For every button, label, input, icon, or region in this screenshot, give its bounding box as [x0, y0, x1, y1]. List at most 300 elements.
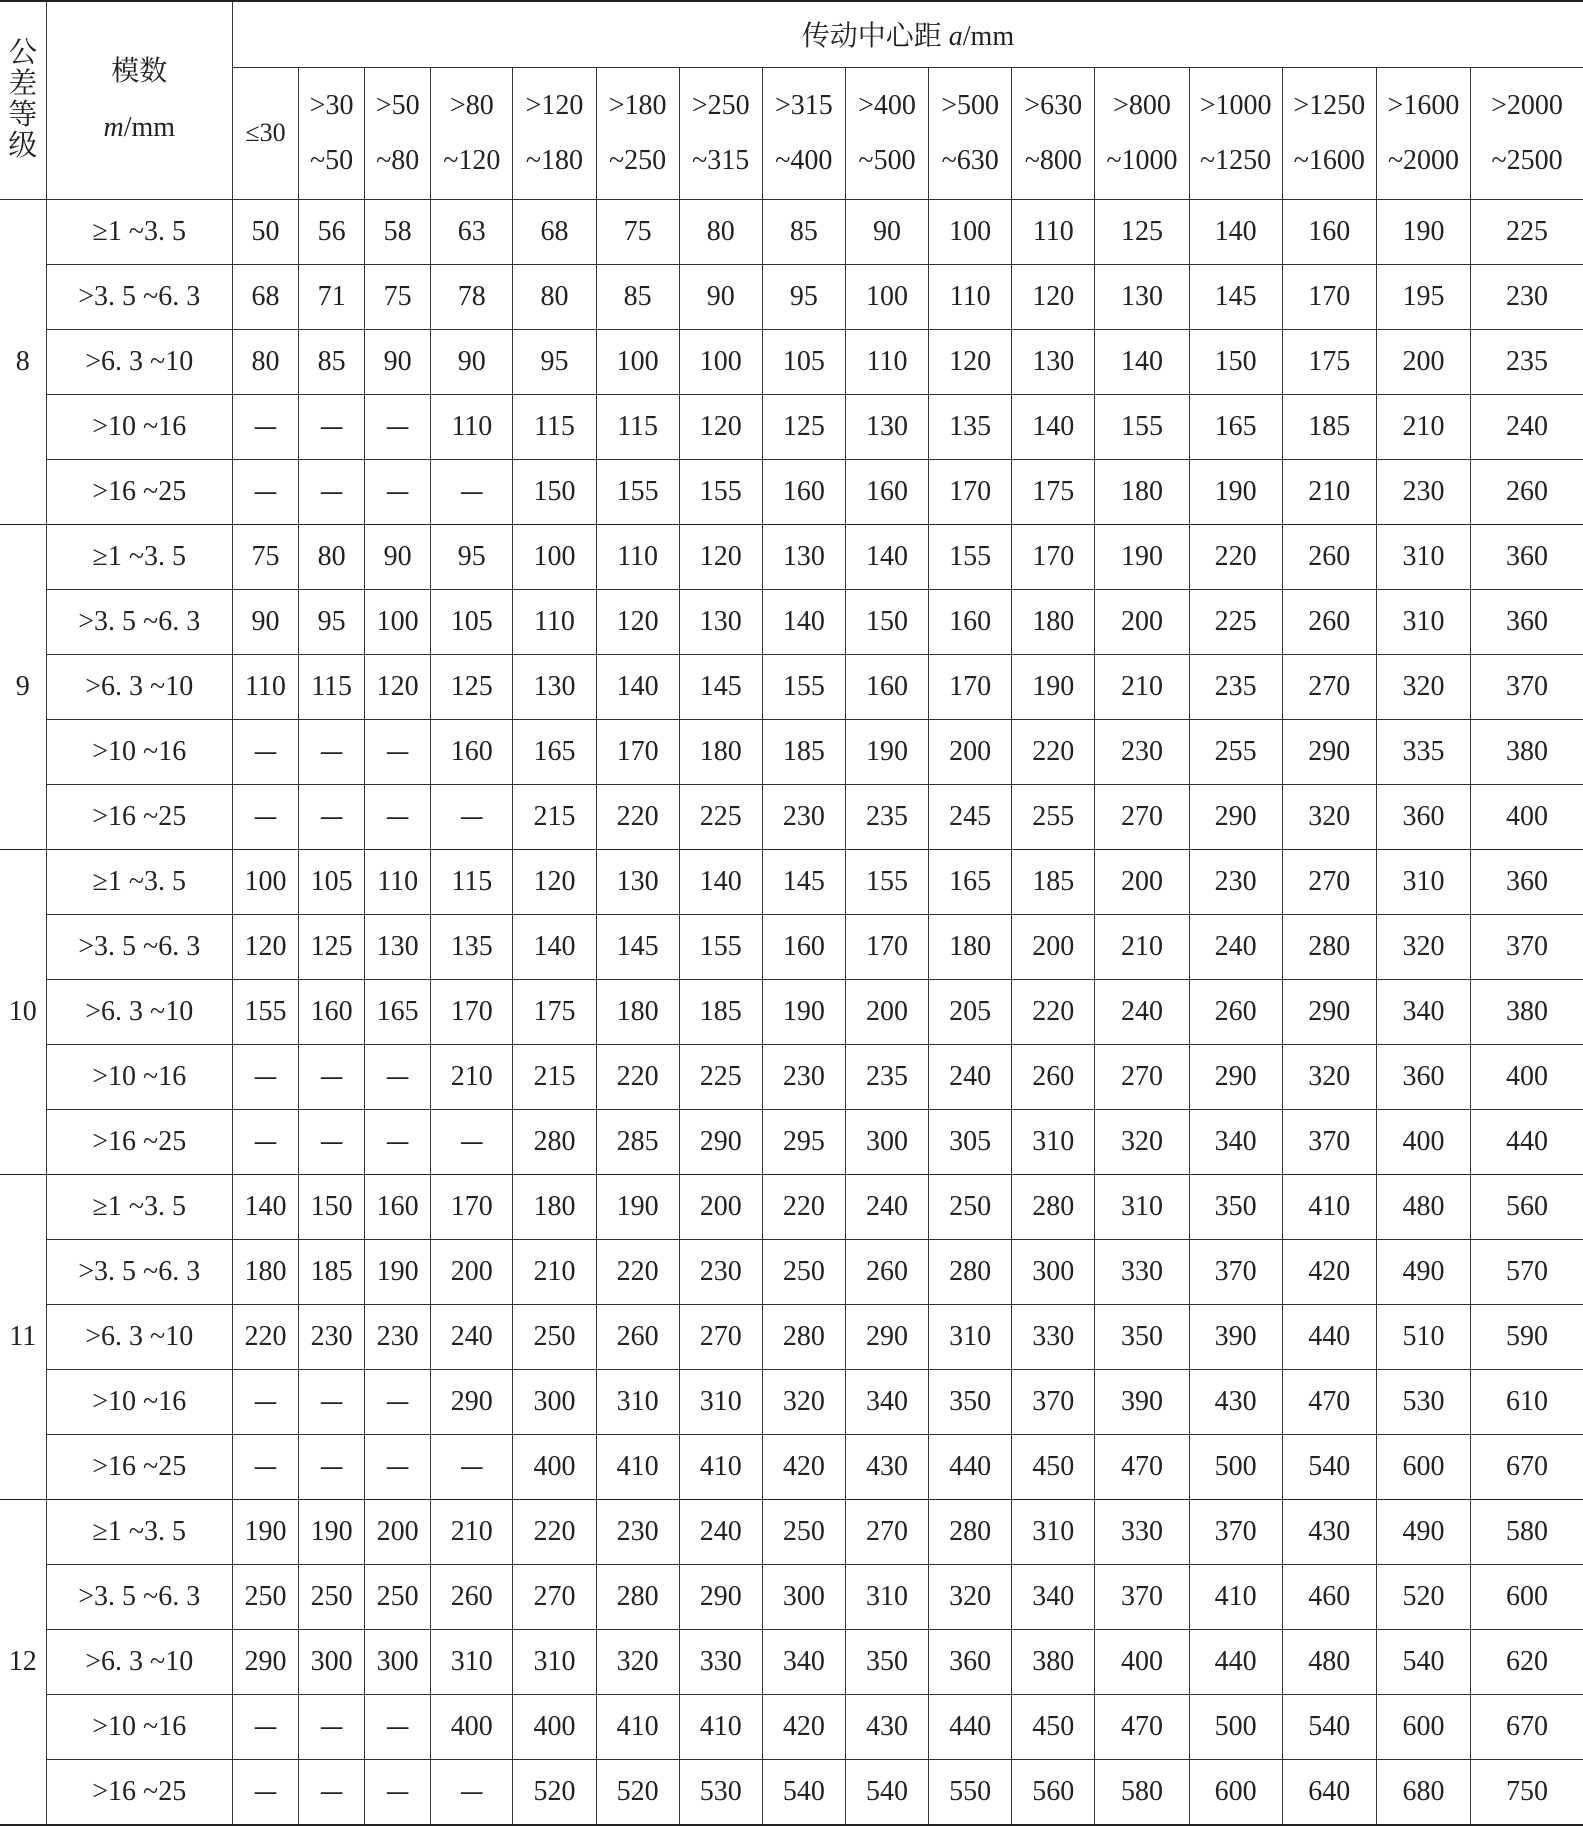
- value-cell: 140: [845, 524, 928, 589]
- module-cell: ≥1 ~3. 5: [46, 524, 232, 589]
- value-cell: 145: [762, 849, 845, 914]
- value-cell: 130: [679, 589, 762, 654]
- value-cell: 220: [513, 1499, 596, 1564]
- value-cell: 145: [1189, 264, 1282, 329]
- value-cell: 185: [1012, 849, 1095, 914]
- value-cell: 235: [845, 784, 928, 849]
- table-row: [0, 1564, 1583, 1629]
- value-cell: 430: [1189, 1369, 1282, 1434]
- value-cell: 670: [1471, 1434, 1583, 1499]
- value-cell: 115: [513, 394, 596, 459]
- module-header: [46, 1, 232, 199]
- value-cell: 155: [232, 979, 298, 1044]
- value-cell: 260: [1189, 979, 1282, 1044]
- table-row: [0, 1304, 1583, 1369]
- value-cell: 310: [1012, 1109, 1095, 1174]
- value-cell: 290: [1282, 719, 1376, 784]
- range-header: [1471, 67, 1583, 199]
- value-cell: 410: [679, 1694, 762, 1759]
- table-row: [0, 459, 1583, 524]
- value-cell: 190: [299, 1499, 365, 1564]
- value-cell: 360: [1471, 524, 1583, 589]
- value-cell: —: [232, 459, 298, 524]
- value-cell: 400: [513, 1434, 596, 1499]
- range-lower: >800: [1113, 90, 1171, 121]
- value-cell: 160: [431, 719, 513, 784]
- value-cell: 220: [1189, 524, 1282, 589]
- value-cell: 500: [1189, 1694, 1282, 1759]
- module-cell: >6. 3 ~10: [46, 979, 232, 1044]
- value-cell: 310: [431, 1629, 513, 1694]
- table-row: [0, 979, 1583, 1044]
- grade-cell: 9: [0, 524, 46, 849]
- value-cell: 220: [1012, 719, 1095, 784]
- value-cell: 490: [1376, 1499, 1470, 1564]
- value-cell: 230: [762, 1044, 845, 1109]
- table-row: [0, 1369, 1583, 1434]
- range-header: [365, 67, 431, 199]
- value-cell: 750: [1471, 1759, 1583, 1825]
- module-cell: >3. 5 ~6. 3: [46, 1239, 232, 1304]
- value-cell: 300: [845, 1109, 928, 1174]
- table-row: [0, 394, 1583, 459]
- value-cell: 90: [365, 524, 431, 589]
- value-cell: 350: [845, 1629, 928, 1694]
- range-lower: >180: [608, 90, 667, 121]
- value-cell: 75: [596, 199, 679, 264]
- value-cell: 400: [1376, 1109, 1470, 1174]
- value-cell: 235: [1189, 654, 1282, 719]
- value-cell: 290: [1189, 784, 1282, 849]
- value-cell: 190: [1012, 654, 1095, 719]
- value-cell: 160: [845, 654, 928, 719]
- value-cell: 115: [596, 394, 679, 459]
- value-cell: 400: [1471, 1044, 1583, 1109]
- value-cell: —: [365, 1109, 431, 1174]
- value-cell: 190: [365, 1239, 431, 1304]
- value-cell: 390: [1189, 1304, 1282, 1369]
- value-cell: 550: [929, 1759, 1012, 1825]
- value-cell: 370: [1012, 1369, 1095, 1434]
- value-cell: 120: [596, 589, 679, 654]
- range-header: [929, 67, 1012, 199]
- value-cell: —: [299, 1044, 365, 1109]
- value-cell: 600: [1376, 1694, 1470, 1759]
- value-cell: 580: [1471, 1499, 1583, 1564]
- value-cell: 110: [513, 589, 596, 654]
- grade-cell: 12: [0, 1499, 46, 1825]
- value-cell: 115: [431, 849, 513, 914]
- value-cell: 63: [431, 199, 513, 264]
- value-cell: 140: [596, 654, 679, 719]
- value-cell: 85: [596, 264, 679, 329]
- value-cell: 340: [1376, 979, 1470, 1044]
- value-cell: 340: [762, 1629, 845, 1694]
- value-cell: 155: [1095, 394, 1189, 459]
- grade-header-char: 级: [8, 130, 38, 163]
- value-cell: 290: [845, 1304, 928, 1369]
- range-header: [845, 67, 928, 199]
- value-cell: 600: [1376, 1434, 1470, 1499]
- center-title: 传动中心距: [801, 21, 942, 53]
- value-cell: 170: [431, 1174, 513, 1239]
- value-cell: 250: [929, 1174, 1012, 1239]
- module-cell: >16 ~25: [46, 784, 232, 849]
- value-cell: 120: [929, 329, 1012, 394]
- value-cell: 270: [1282, 849, 1376, 914]
- value-cell: 280: [513, 1109, 596, 1174]
- value-cell: 160: [299, 979, 365, 1044]
- value-cell: 310: [679, 1369, 762, 1434]
- value-cell: 430: [1282, 1499, 1376, 1564]
- value-cell: —: [299, 1434, 365, 1499]
- value-cell: 120: [365, 654, 431, 719]
- module-cell: >6. 3 ~10: [46, 654, 232, 719]
- value-cell: 320: [762, 1369, 845, 1434]
- range-upper: ~180: [525, 145, 584, 176]
- value-cell: 100: [365, 589, 431, 654]
- value-cell: 280: [1012, 1174, 1095, 1239]
- value-cell: 250: [232, 1564, 298, 1629]
- value-cell: 160: [762, 914, 845, 979]
- value-cell: —: [365, 1044, 431, 1109]
- value-cell: 250: [762, 1239, 845, 1304]
- module-cell: >16 ~25: [46, 459, 232, 524]
- value-cell: 560: [1471, 1174, 1583, 1239]
- value-cell: 370: [1189, 1499, 1282, 1564]
- value-cell: 240: [929, 1044, 1012, 1109]
- value-cell: 320: [1376, 654, 1470, 719]
- module-cell: >10 ~16: [46, 394, 232, 459]
- value-cell: —: [232, 1694, 298, 1759]
- value-cell: 520: [1376, 1564, 1470, 1629]
- value-cell: 610: [1471, 1369, 1583, 1434]
- value-cell: 255: [1189, 719, 1282, 784]
- value-cell: 205: [929, 979, 1012, 1044]
- range-upper: ~80: [376, 145, 420, 176]
- value-cell: 80: [513, 264, 596, 329]
- value-cell: 370: [1189, 1239, 1282, 1304]
- value-cell: 150: [299, 1174, 365, 1239]
- value-cell: 155: [679, 914, 762, 979]
- value-cell: 330: [1012, 1304, 1095, 1369]
- value-cell: 260: [596, 1304, 679, 1369]
- grade-cell: 8: [0, 199, 46, 524]
- value-cell: 540: [1282, 1434, 1376, 1499]
- value-cell: 210: [1282, 459, 1376, 524]
- range-upper: ~1000: [1106, 145, 1178, 176]
- value-cell: 180: [929, 914, 1012, 979]
- value-cell: 470: [1095, 1434, 1189, 1499]
- range-upper: ~50: [309, 145, 354, 176]
- value-cell: 520: [513, 1759, 596, 1825]
- module-unit-text: /mm: [123, 112, 176, 144]
- value-cell: 270: [1095, 1044, 1189, 1109]
- value-cell: 200: [845, 979, 928, 1044]
- value-cell: 280: [929, 1499, 1012, 1564]
- value-cell: 220: [596, 784, 679, 849]
- value-cell: 400: [1471, 784, 1583, 849]
- value-cell: 290: [1189, 1044, 1282, 1109]
- value-cell: 90: [845, 199, 928, 264]
- value-cell: 440: [1189, 1629, 1282, 1694]
- value-cell: 540: [1376, 1629, 1470, 1694]
- value-cell: 130: [1095, 264, 1189, 329]
- value-cell: 530: [679, 1759, 762, 1825]
- value-cell: 160: [762, 459, 845, 524]
- value-cell: 240: [845, 1174, 928, 1239]
- center-unit-text: /mm: [962, 21, 1015, 53]
- value-cell: 185: [762, 719, 845, 784]
- value-cell: 90: [431, 329, 513, 394]
- table-row: [0, 524, 1583, 589]
- value-cell: 90: [232, 589, 298, 654]
- value-cell: 350: [1095, 1304, 1189, 1369]
- value-cell: 100: [513, 524, 596, 589]
- value-cell: 125: [762, 394, 845, 459]
- table-row: [0, 1044, 1583, 1109]
- module-cell: >16 ~25: [46, 1434, 232, 1499]
- value-cell: 310: [596, 1369, 679, 1434]
- value-cell: 460: [1282, 1564, 1376, 1629]
- range-lower: >1600: [1387, 90, 1460, 121]
- value-cell: 110: [1012, 199, 1095, 264]
- value-cell: 130: [762, 524, 845, 589]
- range-upper: ~400: [775, 145, 833, 176]
- value-cell: 440: [1282, 1304, 1376, 1369]
- range-upper: ~1250: [1200, 145, 1272, 176]
- value-cell: 140: [1095, 329, 1189, 394]
- value-cell: 80: [232, 329, 298, 394]
- value-cell: —: [232, 1109, 298, 1174]
- value-cell: 310: [845, 1564, 928, 1629]
- value-cell: 115: [299, 654, 365, 719]
- value-cell: 75: [232, 524, 298, 589]
- module-cell: ≥1 ~3. 5: [46, 1174, 232, 1239]
- table-row: [0, 1174, 1583, 1239]
- range-lower: >2000: [1491, 90, 1563, 121]
- value-cell: 215: [513, 784, 596, 849]
- value-cell: 190: [596, 1174, 679, 1239]
- value-cell: —: [232, 394, 298, 459]
- module-cell: >3. 5 ~6. 3: [46, 589, 232, 654]
- value-cell: 140: [762, 589, 845, 654]
- value-cell: 155: [845, 849, 928, 914]
- range-header: [1189, 67, 1282, 199]
- value-cell: 260: [1282, 524, 1376, 589]
- range-header: [1376, 67, 1470, 199]
- value-cell: 110: [365, 849, 431, 914]
- value-cell: 110: [431, 394, 513, 459]
- value-cell: 310: [1012, 1499, 1095, 1564]
- value-cell: 95: [299, 589, 365, 654]
- value-cell: —: [299, 459, 365, 524]
- value-cell: 300: [365, 1629, 431, 1694]
- value-cell: 370: [1282, 1109, 1376, 1174]
- value-cell: 600: [1189, 1759, 1282, 1825]
- value-cell: 240: [1095, 979, 1189, 1044]
- value-cell: 155: [596, 459, 679, 524]
- value-cell: 310: [1095, 1174, 1189, 1239]
- value-cell: 100: [232, 849, 298, 914]
- module-cell: >3. 5 ~6. 3: [46, 264, 232, 329]
- value-cell: 310: [929, 1304, 1012, 1369]
- value-cell: 290: [232, 1629, 298, 1694]
- value-cell: 150: [845, 589, 928, 654]
- value-cell: 300: [762, 1564, 845, 1629]
- value-cell: 145: [679, 654, 762, 719]
- value-cell: 165: [513, 719, 596, 784]
- value-cell: 280: [1282, 914, 1376, 979]
- range-lower: >1000: [1199, 90, 1272, 121]
- value-cell: 180: [1012, 589, 1095, 654]
- value-cell: 170: [431, 979, 513, 1044]
- range-header: [679, 67, 762, 199]
- value-cell: 175: [513, 979, 596, 1044]
- value-cell: 260: [1012, 1044, 1095, 1109]
- range-header-le30: ≤30: [232, 67, 298, 199]
- value-cell: 450: [1012, 1434, 1095, 1499]
- value-cell: 160: [1282, 199, 1376, 264]
- value-cell: 270: [1282, 654, 1376, 719]
- value-cell: 50: [232, 199, 298, 264]
- range-lower: >30: [309, 90, 354, 121]
- value-cell: 100: [929, 199, 1012, 264]
- table-row: [0, 849, 1583, 914]
- value-cell: 225: [679, 784, 762, 849]
- value-cell: 95: [762, 264, 845, 329]
- value-cell: 260: [431, 1564, 513, 1629]
- value-cell: 500: [1189, 1434, 1282, 1499]
- value-cell: 230: [596, 1499, 679, 1564]
- value-cell: 330: [679, 1629, 762, 1694]
- value-cell: 105: [299, 849, 365, 914]
- value-cell: 390: [1095, 1369, 1189, 1434]
- value-cell: 350: [929, 1369, 1012, 1434]
- value-cell: 295: [762, 1109, 845, 1174]
- value-cell: 410: [1282, 1174, 1376, 1239]
- value-cell: 150: [1189, 329, 1282, 394]
- value-cell: 270: [679, 1304, 762, 1369]
- value-cell: 280: [596, 1564, 679, 1629]
- value-cell: 220: [762, 1174, 845, 1239]
- range-header: [1282, 67, 1376, 199]
- value-cell: 520: [596, 1759, 679, 1825]
- module-cell: >10 ~16: [46, 1044, 232, 1109]
- value-cell: 68: [232, 264, 298, 329]
- value-cell: 170: [1282, 264, 1376, 329]
- range-upper: ~2500: [1491, 145, 1563, 176]
- value-cell: 200: [929, 719, 1012, 784]
- value-cell: 270: [845, 1499, 928, 1564]
- value-cell: —: [232, 784, 298, 849]
- value-cell: 410: [596, 1434, 679, 1499]
- value-cell: 540: [1282, 1694, 1376, 1759]
- value-cell: —: [431, 1434, 513, 1499]
- value-cell: 130: [1012, 329, 1095, 394]
- value-cell: 430: [845, 1694, 928, 1759]
- value-cell: 310: [513, 1629, 596, 1694]
- grade-cell: 11: [0, 1174, 46, 1499]
- value-cell: 420: [762, 1434, 845, 1499]
- range-header: [431, 67, 513, 199]
- value-cell: —: [232, 1044, 298, 1109]
- range-lower: >1250: [1293, 90, 1366, 121]
- value-cell: —: [232, 1434, 298, 1499]
- value-cell: 175: [1012, 459, 1095, 524]
- table-row: [0, 1629, 1583, 1694]
- value-cell: 310: [1376, 849, 1470, 914]
- value-cell: 240: [1471, 394, 1583, 459]
- value-cell: —: [431, 1759, 513, 1825]
- value-cell: 400: [1095, 1629, 1189, 1694]
- value-cell: 95: [513, 329, 596, 394]
- value-cell: 150: [513, 459, 596, 524]
- value-cell: 68: [513, 199, 596, 264]
- value-cell: 75: [365, 264, 431, 329]
- value-cell: 240: [679, 1499, 762, 1564]
- value-cell: 190: [1189, 459, 1282, 524]
- value-cell: 430: [845, 1434, 928, 1499]
- value-cell: 480: [1376, 1174, 1470, 1239]
- value-cell: 250: [299, 1564, 365, 1629]
- module-cell: >10 ~16: [46, 719, 232, 784]
- value-cell: 590: [1471, 1304, 1583, 1369]
- value-cell: —: [365, 784, 431, 849]
- value-cell: 210: [513, 1239, 596, 1304]
- value-cell: 340: [1012, 1564, 1095, 1629]
- value-cell: 185: [1282, 394, 1376, 459]
- table-row: [0, 1434, 1583, 1499]
- module-cell: >6. 3 ~10: [46, 1629, 232, 1694]
- value-cell: 220: [596, 1239, 679, 1304]
- range-upper: ~1600: [1293, 145, 1365, 176]
- module-cell: >10 ~16: [46, 1694, 232, 1759]
- table-row: [0, 784, 1583, 849]
- value-cell: 290: [679, 1564, 762, 1629]
- value-cell: 165: [365, 979, 431, 1044]
- table-row: [0, 264, 1583, 329]
- value-cell: 320: [1282, 1044, 1376, 1109]
- value-cell: 300: [1012, 1239, 1095, 1304]
- value-cell: 110: [232, 654, 298, 719]
- center-unit-var: a: [948, 21, 963, 53]
- value-cell: 230: [1471, 264, 1583, 329]
- table-row: [0, 329, 1583, 394]
- range-lower: >630: [1024, 90, 1083, 121]
- value-cell: 120: [232, 914, 298, 979]
- value-cell: 255: [1012, 784, 1095, 849]
- table-row: [0, 199, 1583, 264]
- value-cell: 180: [679, 719, 762, 784]
- value-cell: 140: [1189, 199, 1282, 264]
- value-cell: 260: [845, 1239, 928, 1304]
- value-cell: 140: [232, 1174, 298, 1239]
- module-cell: >3. 5 ~6. 3: [46, 1564, 232, 1629]
- value-cell: —: [232, 1759, 298, 1825]
- range-lower: >500: [941, 90, 1000, 121]
- table-row: [0, 1239, 1583, 1304]
- value-cell: 180: [596, 979, 679, 1044]
- value-cell: 100: [596, 329, 679, 394]
- module-cell: >6. 3 ~10: [46, 1304, 232, 1369]
- value-cell: 310: [1376, 589, 1470, 654]
- value-cell: 80: [679, 199, 762, 264]
- value-cell: 330: [1095, 1239, 1189, 1304]
- value-cell: 185: [679, 979, 762, 1044]
- value-cell: 135: [431, 914, 513, 979]
- value-cell: 560: [1012, 1759, 1095, 1825]
